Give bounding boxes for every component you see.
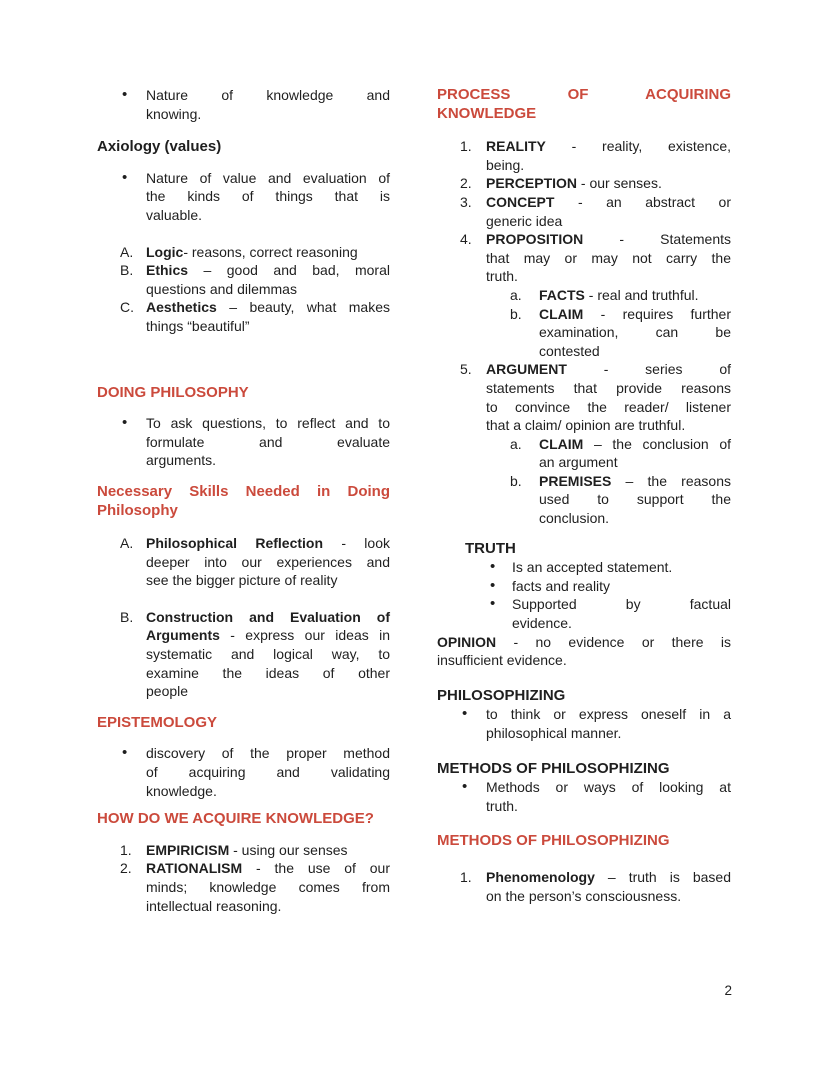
heading-methods-of-philosophizing-orange: METHODS OF PHILOSOPHIZING [437, 832, 670, 850]
text-line: Construction and Evaluation of [146, 608, 390, 625]
text-line: minds; knowledge comes from [146, 879, 390, 895]
sublist-item-facts [437, 286, 731, 305]
list-item-text [486, 137, 731, 174]
bullet-item [97, 169, 390, 225]
sublist-item-premises [437, 472, 731, 528]
list-item-empiricism [97, 841, 390, 860]
paragraph-opinion [437, 633, 731, 670]
text-line: used to support the [539, 491, 731, 508]
bullet-text [512, 558, 731, 577]
text-line: to think or express oneself in a [486, 706, 731, 723]
text-line: examination, can be [539, 324, 731, 341]
text-line: Nature of value and evaluation of [146, 169, 390, 186]
list-item-text [146, 859, 390, 915]
text-line: things “beautiful” [146, 317, 250, 334]
bullet-item [437, 778, 731, 815]
text-line: insufficient evidence. [437, 652, 567, 669]
list-marker: 1. [460, 868, 472, 885]
text-line: systematic and logical way, to [146, 646, 390, 663]
page-number: 2 [724, 983, 732, 998]
list-item-philosophical-reflection [97, 534, 390, 590]
list-marker: 5. [460, 361, 472, 378]
text-line: an argument [539, 454, 618, 471]
list-item-construction-arguments [97, 608, 390, 701]
list-item-text [146, 243, 390, 262]
list-marker: A. [120, 243, 134, 260]
bullet-text [146, 169, 390, 225]
bullet-item [97, 414, 390, 470]
list-item-text [539, 435, 731, 472]
bullet-item [437, 705, 731, 742]
heading-philosophizing: PHILOSOPHIZING [437, 686, 566, 704]
list-item-text [146, 261, 390, 298]
list-marker: 2. [120, 860, 132, 877]
text-line: the kinds of things that is [146, 188, 390, 205]
list-item-text [486, 193, 731, 230]
text-line: OPINION - no evidence or there is [437, 633, 731, 650]
bullet-icon: • [490, 595, 496, 613]
list-item-proposition [437, 230, 731, 286]
bullet-text [146, 414, 390, 470]
list-marker: 3. [460, 193, 472, 210]
text-line: EMPIRICISM - using our senses [146, 841, 348, 858]
list-marker: C. [120, 299, 134, 316]
list-item-argument [437, 360, 731, 434]
text-line: Philosophical Reflection - look [146, 535, 390, 552]
sublist-item-claim-conclusion [437, 435, 731, 472]
bullet-item [437, 558, 731, 577]
text-line: that may or may not carry the [486, 249, 731, 266]
text-line: being. [486, 156, 525, 173]
list-item-text [146, 298, 390, 335]
text-line: KNOWLEDGE [437, 104, 537, 122]
text-line: intellectual reasoning. [146, 897, 282, 914]
list-item-text [539, 286, 731, 305]
list-marker: b. [510, 472, 522, 489]
text-line: PROCESS OF ACQUIRING [437, 86, 731, 103]
bullet-text [146, 744, 390, 800]
list-item-phenomenology [437, 868, 731, 905]
list-item-text [486, 174, 731, 193]
text-line: FACTS - real and truthful. [539, 286, 699, 303]
list-item-text [486, 868, 731, 905]
bullet-text [486, 705, 731, 742]
list-item-text [539, 472, 731, 528]
bullet-text [146, 86, 390, 123]
list-marker: 2. [460, 175, 472, 192]
bullet-icon: • [122, 168, 128, 186]
bullet-icon: • [122, 414, 128, 432]
heading-process-of-acquiring-knowledge [437, 86, 731, 123]
bullet-icon: • [122, 86, 128, 103]
text-line: people [146, 683, 189, 700]
heading-how-acquire-knowledge: HOW DO WE ACQUIRE KNOWLEDGE? [97, 810, 374, 828]
list-marker: a. [510, 286, 522, 303]
list-item-reality [437, 137, 731, 174]
text-line: of acquiring and validating [146, 764, 390, 781]
bullet-item [97, 86, 390, 123]
bullet-icon: • [462, 778, 468, 796]
text-line: Aesthetics – beauty, what makes [146, 299, 390, 316]
text-line: arguments. [146, 452, 217, 469]
text-line: Methods or ways of looking at [486, 779, 731, 796]
text-line: Phenomenology – truth is based [486, 868, 731, 885]
heading-epistemology: EPISTEMOLOGY [97, 713, 218, 731]
text-line: that a claim/ opinion are truthful. [486, 417, 686, 434]
text-line: Ethics – good and bad, moral [146, 262, 390, 279]
text-line: CLAIM – the conclusion of [539, 435, 731, 452]
list-item-text [146, 841, 390, 860]
text-line: ARGUMENT - series of [486, 361, 731, 378]
list-item-rationalism [97, 859, 390, 915]
list-item-text [539, 305, 731, 361]
text-line: truth. [486, 268, 518, 285]
bullet-item [437, 577, 731, 596]
list-marker: 4. [460, 231, 472, 248]
list-item-ethics [97, 261, 390, 298]
text-line: statements that provide reasons [486, 379, 731, 396]
list-item-text [146, 534, 390, 590]
sublist-item-claim [437, 305, 731, 361]
text-line: examine the ideas of other [146, 664, 390, 681]
bullet-item [437, 595, 731, 632]
list-item-text [486, 230, 731, 286]
text-line: generic idea [486, 212, 563, 229]
list-item-aesthetics [97, 298, 390, 335]
list-marker: B. [120, 608, 134, 625]
text-line: Logic- reasons, correct reasoning [146, 243, 358, 260]
list-marker: b. [510, 305, 522, 322]
text-line: CONCEPT - an abstract or [486, 193, 731, 210]
list-marker: B. [120, 262, 134, 279]
text-line: Arguments - express our ideas in [146, 627, 390, 644]
text-line: philosophical manner. [486, 725, 622, 741]
list-item-text [146, 608, 390, 701]
text-line: facts and reality [512, 577, 611, 594]
text-line: see the bigger picture of reality [146, 572, 338, 589]
text-line: discovery of the proper method [146, 745, 390, 762]
text-line: knowing. [146, 105, 202, 122]
list-item-concept [437, 193, 731, 230]
heading-truth: TRUTH [465, 539, 516, 557]
text-line: knowledge. [146, 782, 217, 799]
text-line: CLAIM - requires further [539, 305, 731, 322]
bullet-icon: • [490, 576, 496, 594]
text-line: PREMISES – the reasons [539, 472, 731, 489]
list-marker: 1. [460, 138, 472, 155]
text-line: conclusion. [539, 510, 610, 527]
text-line: truth. [486, 797, 518, 814]
list-marker: a. [510, 435, 522, 452]
list-item-perception [437, 174, 731, 193]
text-line: Supported by factual [512, 596, 731, 613]
text-line: evidence. [512, 615, 572, 632]
text-line: deeper into our experiences and [146, 553, 390, 570]
text-line: valuable. [146, 206, 203, 223]
bullet-icon: • [122, 744, 128, 762]
text-line: PROPOSITION - Statements [486, 231, 731, 248]
bullet-icon: • [490, 558, 496, 576]
heading-methods-of-philosophizing: METHODS OF PHILOSOPHIZING [437, 759, 670, 777]
bullet-item [97, 744, 390, 800]
text-line: To ask questions, to reflect and to [146, 415, 390, 432]
bullet-icon: • [462, 705, 468, 723]
list-item-text [486, 360, 731, 434]
text-line: Nature of knowledge and [146, 87, 390, 103]
heading-necessary-skills [97, 483, 390, 520]
text-line: on the person’s consciousness. [486, 887, 682, 904]
heading-doing-philosophy: DOING PHILOSOPHY [97, 383, 249, 401]
heading-axiology: Axiology (values) [97, 138, 222, 156]
text-line: Philosophy [97, 501, 178, 519]
left-column [97, 86, 390, 915]
bullet-text [486, 778, 731, 815]
text-line: questions and dilemmas [146, 280, 297, 297]
text-line: formulate and evaluate [146, 433, 390, 450]
list-item-logic [97, 243, 390, 262]
list-marker: 1. [120, 841, 132, 858]
text-line: REALITY - reality, existence, [486, 138, 731, 155]
right-column [437, 86, 731, 905]
bullet-text [512, 595, 731, 632]
text-line: RATIONALISM - the use of our [146, 860, 390, 877]
list-marker: A. [120, 535, 134, 552]
text-line: Is an accepted statement. [512, 559, 673, 576]
text-line: Necessary Skills Needed in Doing [97, 482, 390, 500]
text-line: contested [539, 342, 600, 359]
bullet-text [512, 577, 731, 596]
text-line: PERCEPTION - our senses. [486, 175, 662, 192]
text-line: to convince the reader/ listener [486, 398, 731, 415]
